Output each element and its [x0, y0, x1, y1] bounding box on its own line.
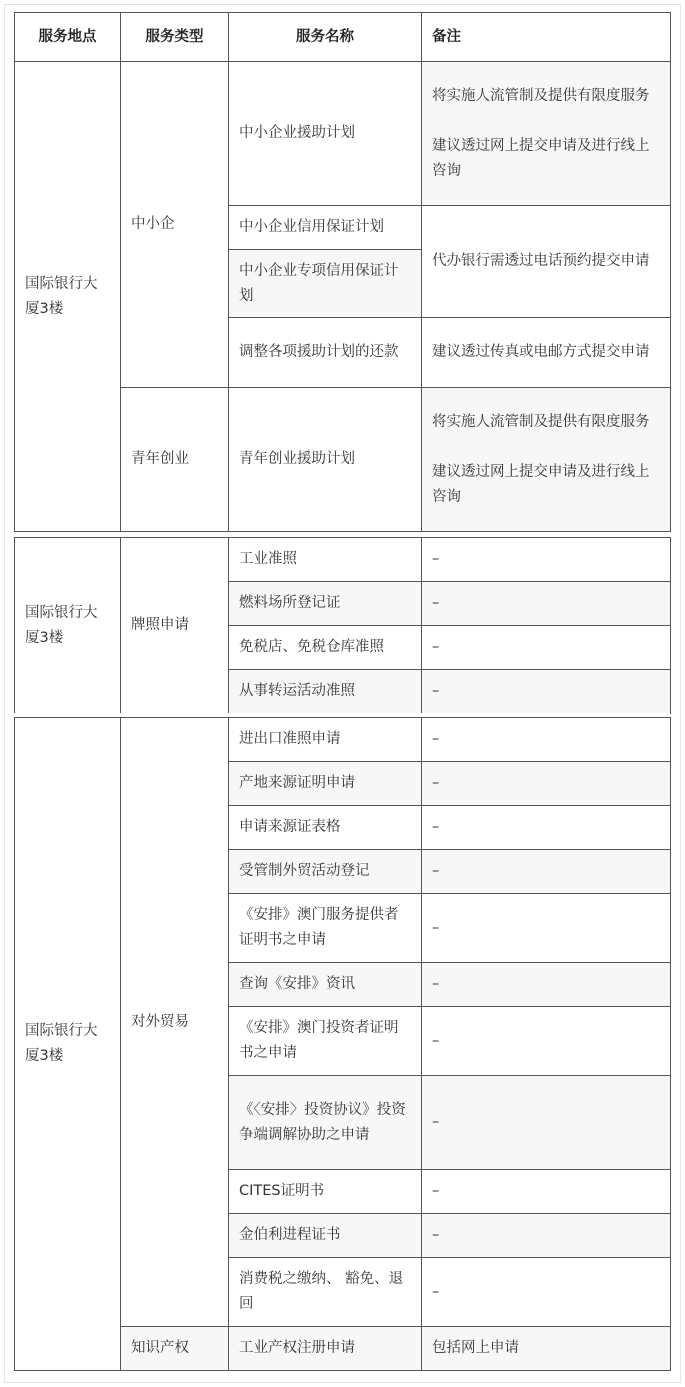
note-text: 建议透过网上提交申请及进行线上咨询: [432, 137, 650, 179]
type-cell: 青年创业: [121, 388, 229, 532]
header-name: 服务名称: [229, 13, 422, 62]
service-name-cell: 中小企业信用保证计划: [229, 206, 422, 250]
note-cell: 包括网上申请: [422, 1327, 671, 1371]
service-name-cell: 《安排》澳门服务提供者证明书之申请: [229, 894, 422, 963]
table-row: [15, 538, 671, 582]
type-cell: 知识产权: [121, 1327, 229, 1371]
location-cell: 国际银行大厦3楼: [15, 718, 121, 1371]
service-name-cell: 受管制外贸活动登记: [229, 850, 422, 894]
note-cell: –: [422, 670, 671, 714]
note-cell: –: [422, 582, 671, 626]
service-table: [14, 12, 671, 532]
note-cell: 建议透过传真或电邮方式提交申请: [422, 318, 671, 388]
service-name-cell: 工业产权注册申请: [229, 1327, 422, 1371]
header-location: 服务地点: [15, 13, 121, 62]
table-row: [15, 62, 671, 206]
service-name-cell: 工业准照: [229, 538, 422, 582]
location-cell: 国际银行大厦3楼: [15, 62, 121, 532]
note-cell: –: [422, 1258, 671, 1327]
type-cell: 牌照申请: [121, 538, 229, 714]
note-cell: –: [422, 1007, 671, 1076]
service-name-cell: 免税店、免税仓库准照: [229, 626, 422, 670]
service-name-cell: 进出口准照申请: [229, 718, 422, 762]
licence-table: [14, 537, 671, 714]
service-name-cell: 申请来源证表格: [229, 806, 422, 850]
service-name-cell: 消费税之缴纳、 豁免、退回: [229, 1258, 422, 1327]
table-row: [15, 718, 671, 762]
note-text: 建议透过网上提交申请及进行线上咨询: [432, 463, 650, 505]
service-name-cell: 金伯利进程证书: [229, 1214, 422, 1258]
note-cell: [422, 62, 671, 206]
note-cell: –: [422, 762, 671, 806]
note-cell: –: [422, 626, 671, 670]
note-cell: –: [422, 1170, 671, 1214]
service-name-cell: 燃料场所登记证: [229, 582, 422, 626]
note-cell: –: [422, 1076, 671, 1170]
service-name-cell: 产地来源证明申请: [229, 762, 422, 806]
service-name-cell: 中小企业专项信用保证计划: [229, 250, 422, 318]
service-name-cell: 青年创业援助计划: [229, 388, 422, 532]
service-name-cell: CITES证明书: [229, 1170, 422, 1214]
type-cell: 对外贸易: [121, 718, 229, 1327]
service-name-cell: 中小企业援助计划: [229, 62, 422, 206]
note-cell: 代办银行需透过电话预约提交申请: [422, 206, 671, 318]
note-cell: [422, 388, 671, 532]
note-cell: –: [422, 538, 671, 582]
note-cell: –: [422, 718, 671, 762]
service-name-cell: 查询《安排》资讯: [229, 963, 422, 1007]
note-cell: –: [422, 850, 671, 894]
table-header-row: [15, 13, 671, 62]
type-cell: 中小企: [121, 62, 229, 388]
service-name-cell: 从事转运活动准照: [229, 670, 422, 714]
header-type: 服务类型: [121, 13, 229, 62]
service-name-cell: 《〈安排〉投资协议》投资争端调解协助之申请: [229, 1076, 422, 1170]
note-text: 将实施人流管制及提供有限度服务: [432, 413, 650, 430]
service-name-cell: 调整各项援助计划的还款: [229, 318, 422, 388]
note-text: 将实施人流管制及提供有限度服务: [432, 87, 650, 104]
service-name-cell: 《安排》澳门投资者证明书之申请: [229, 1007, 422, 1076]
note-cell: –: [422, 806, 671, 850]
trade-table: [14, 717, 671, 1371]
note-cell: –: [422, 894, 671, 963]
header-note: 备注: [422, 13, 671, 62]
note-cell: –: [422, 963, 671, 1007]
note-cell: –: [422, 1214, 671, 1258]
location-cell: 国际银行大厦3楼: [15, 538, 121, 714]
